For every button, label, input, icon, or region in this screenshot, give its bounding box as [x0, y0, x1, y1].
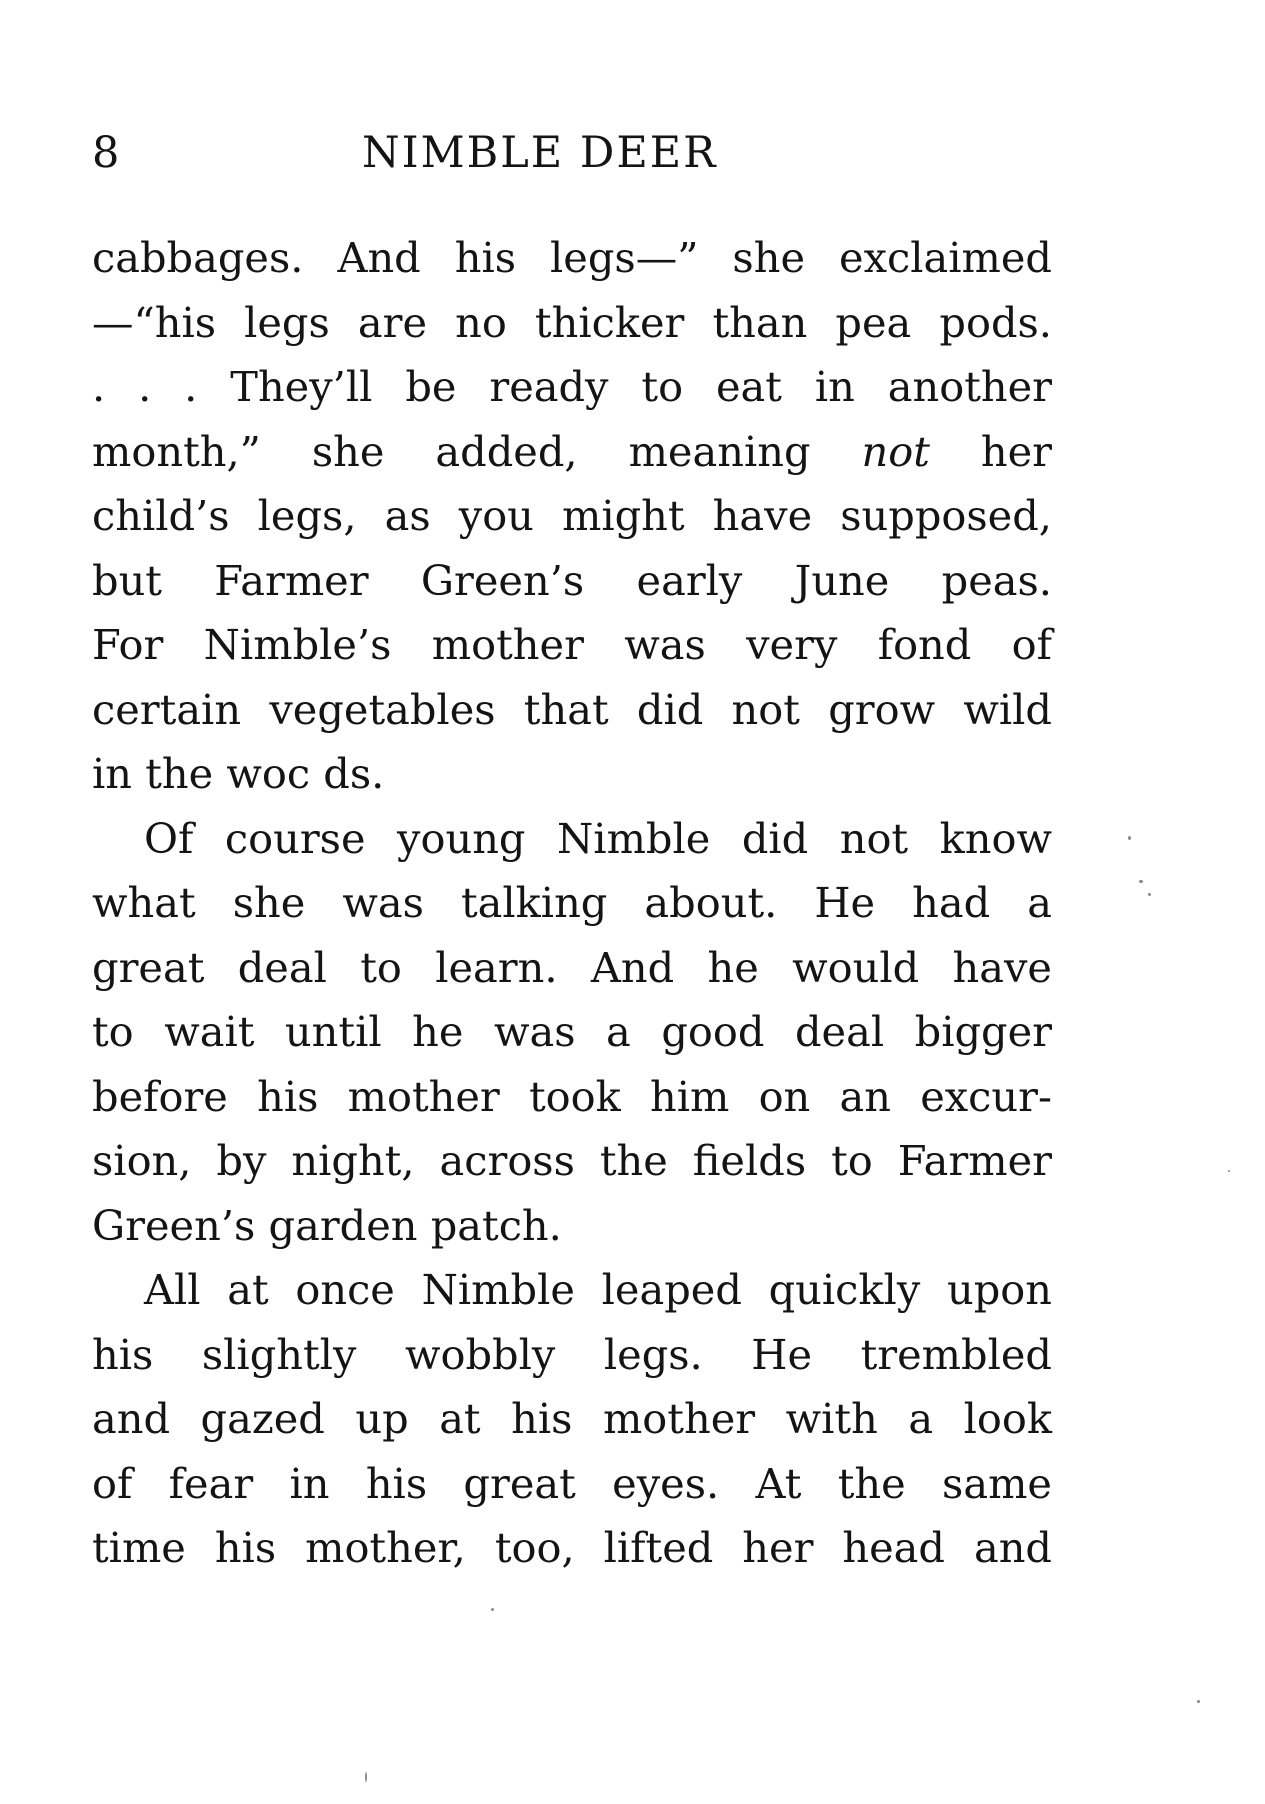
scan-speck — [1228, 1170, 1230, 1172]
scan-speck — [1148, 893, 1151, 896]
scan-speck — [1128, 836, 1131, 840]
scan-speck — [491, 1608, 494, 1611]
text-line: —“his legs are no thicker than pea pods. — [92, 297, 1052, 347]
text-line: in the woc ds. — [92, 749, 385, 798]
text-line: time his mother, too, lifted her head and — [92, 1523, 1052, 1572]
running-head — [92, 128, 1052, 188]
text-line: his slightly wobbly legs. He trembled — [92, 1329, 1052, 1379]
text-line: before his mother took him on an excur- — [92, 1071, 1052, 1121]
scan-speck — [1139, 880, 1143, 883]
text-line: but Farmer Green’s early June peas. — [92, 555, 1052, 605]
scan-speck — [365, 1772, 367, 1782]
text-line: what she was talking about. He had a — [92, 878, 1052, 927]
text-line: Of course young Nimble did not know — [144, 813, 1052, 863]
text-line: of fear in his great eyes. At the same — [92, 1458, 1052, 1508]
text-line: All at once Nimble leaped quickly upon — [144, 1265, 1052, 1314]
text-line: child’s legs, as you might have supposed, — [92, 491, 1052, 540]
scan-speck — [1197, 1700, 1200, 1703]
page-number: 8 — [92, 128, 120, 178]
text-line: month,” she added, meaning not her — [92, 426, 1052, 476]
text-line: sion, by night, across the fields to Farmer — [92, 1136, 1052, 1185]
text-line: . . . They’ll be ready to eat in another — [92, 362, 1052, 411]
running-title: NIMBLE DEER — [362, 128, 718, 178]
text-line: For Nimble’s mother was very fond of — [92, 620, 1052, 669]
text-line: great deal to learn. And he would have — [92, 942, 1052, 992]
text-line: certain vegetables that did not grow wild — [92, 684, 1052, 734]
text-line: to wait until he was a good deal bigger — [92, 1007, 1052, 1056]
text-line: Green’s garden patch. — [92, 1200, 562, 1250]
body-text — [92, 226, 1052, 1581]
text-line: and gazed up at his mother with a look — [92, 1394, 1052, 1443]
text-line: cabbages. And his legs—” she exclaimed — [92, 233, 1052, 282]
